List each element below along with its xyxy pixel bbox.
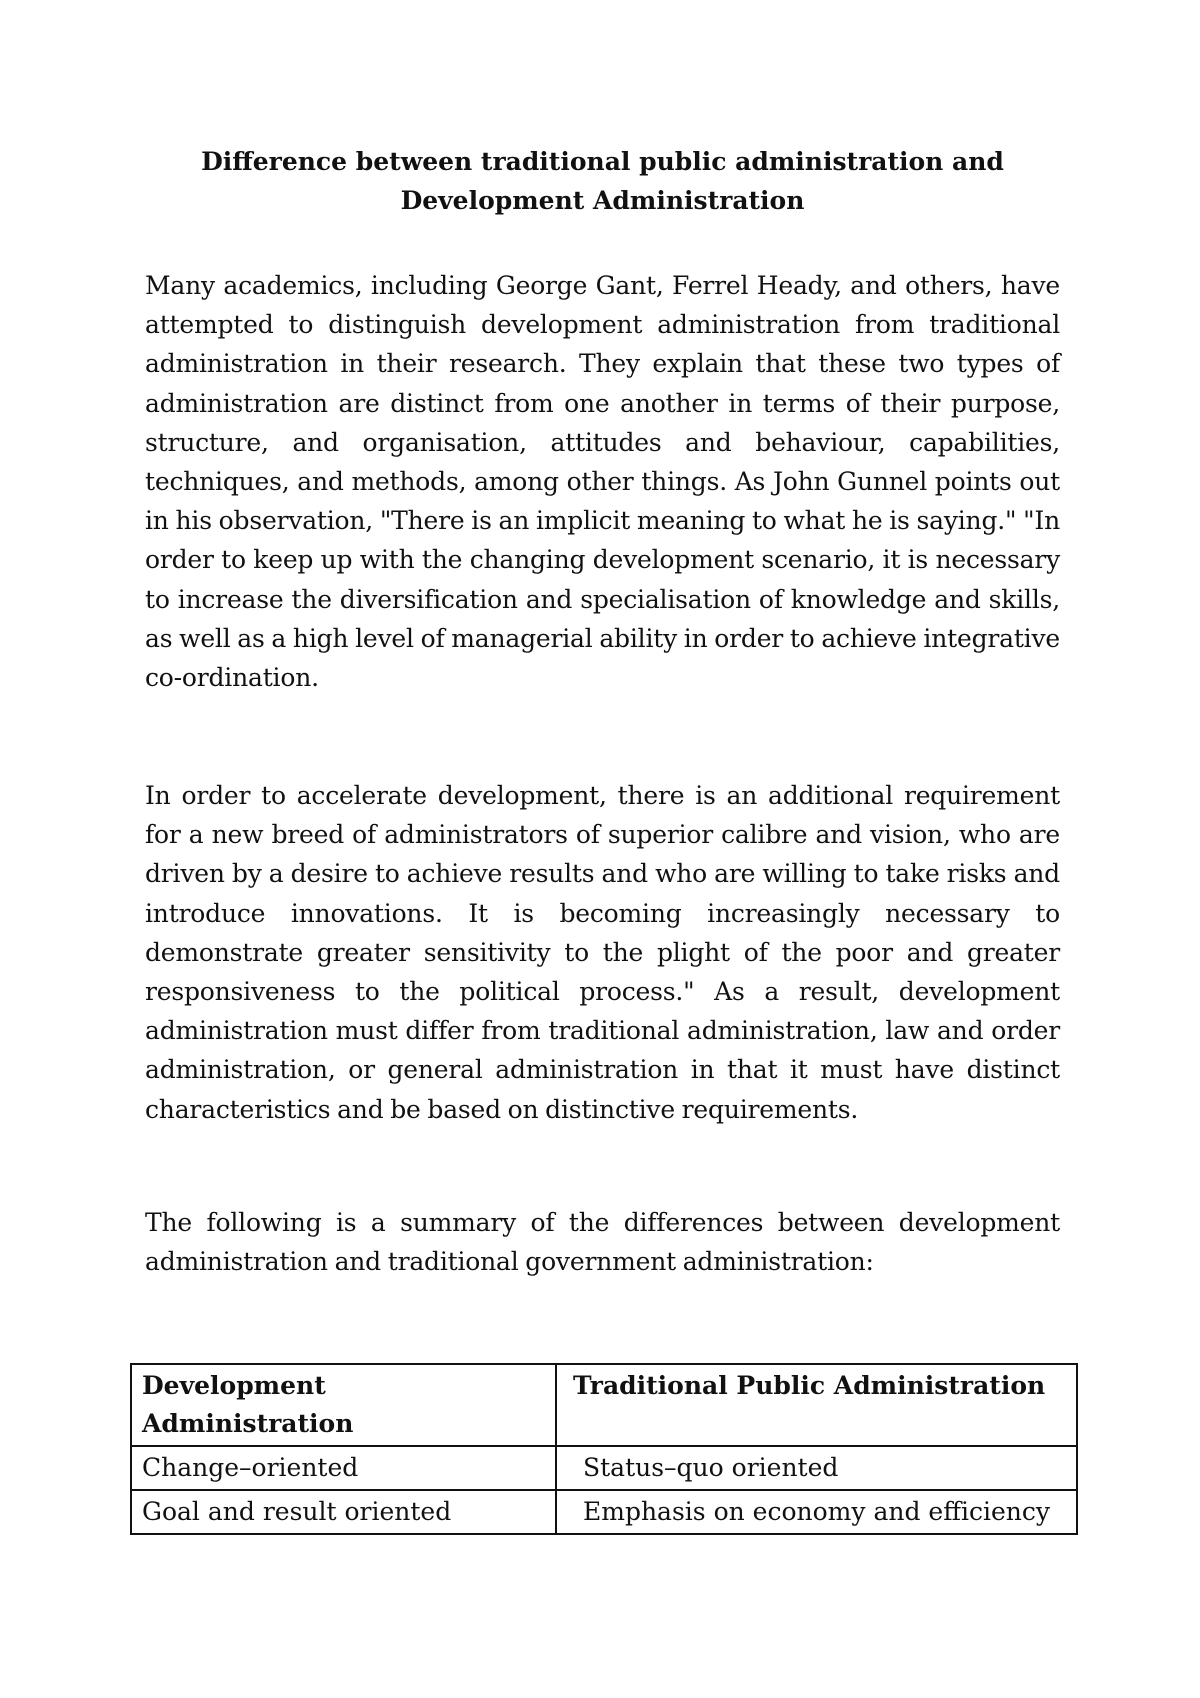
title-line-1: Difference between traditional public administration and	[201, 147, 1004, 176]
paragraph-summary-lead: The following is a summary of the differences between development administration and traditional government administration:	[145, 1208, 1060, 1277]
paragraph-intro: Many academics, including George Gant, Ferrel Heady, and others, have attempted to distinguish development administration from traditional administration in their research. They explain that these two types of administration are distinct from one another in terms of their purpose, structure, and organisation, attitudes and behaviour, capabilities, techniques, and methods, among other things. As John Gunnel points out in his observation, "There is an implicit meaning to what he is saying." "In order to keep up with the changing development scenario, it is necessary to increase the diversification and specialisation of knowledge and skills, as well as a high level of managerial ability in order to achieve integrative co-ordination.	[145, 271, 1060, 693]
table-cell: Change–oriented	[131, 1446, 556, 1490]
table-cell: Goal and result oriented	[131, 1490, 556, 1534]
table-row	[131, 1490, 1077, 1534]
title-line-2: Development Administration	[400, 186, 805, 215]
comparison-table	[130, 1363, 1078, 1535]
header-traditional-public-administration: Traditional Public Administration	[556, 1364, 1077, 1446]
document-title	[145, 142, 1060, 220]
table-cell: Status–quo oriented	[556, 1446, 1077, 1490]
header-development-administration: Development Administration	[131, 1364, 556, 1446]
table-cell: Emphasis on economy and efficiency	[556, 1490, 1077, 1534]
paragraph-requirements: In order to accelerate development, there is an additional requirement for a new breed of administrators of superior calibre and vision, who are driven by a desire to achieve results and who are willing to take risks and introduce innovations. It is becoming increasingly necessary to demonstrate greater sensitivity to the plight of the poor and greater responsiveness to the political process." As a result, development administration must differ from traditional administration, law and order administration, or general administration in that it must have distinct characteristics and be based on distinctive requirements.	[145, 781, 1060, 1124]
table-header-row	[131, 1364, 1077, 1446]
table-row	[131, 1446, 1077, 1490]
